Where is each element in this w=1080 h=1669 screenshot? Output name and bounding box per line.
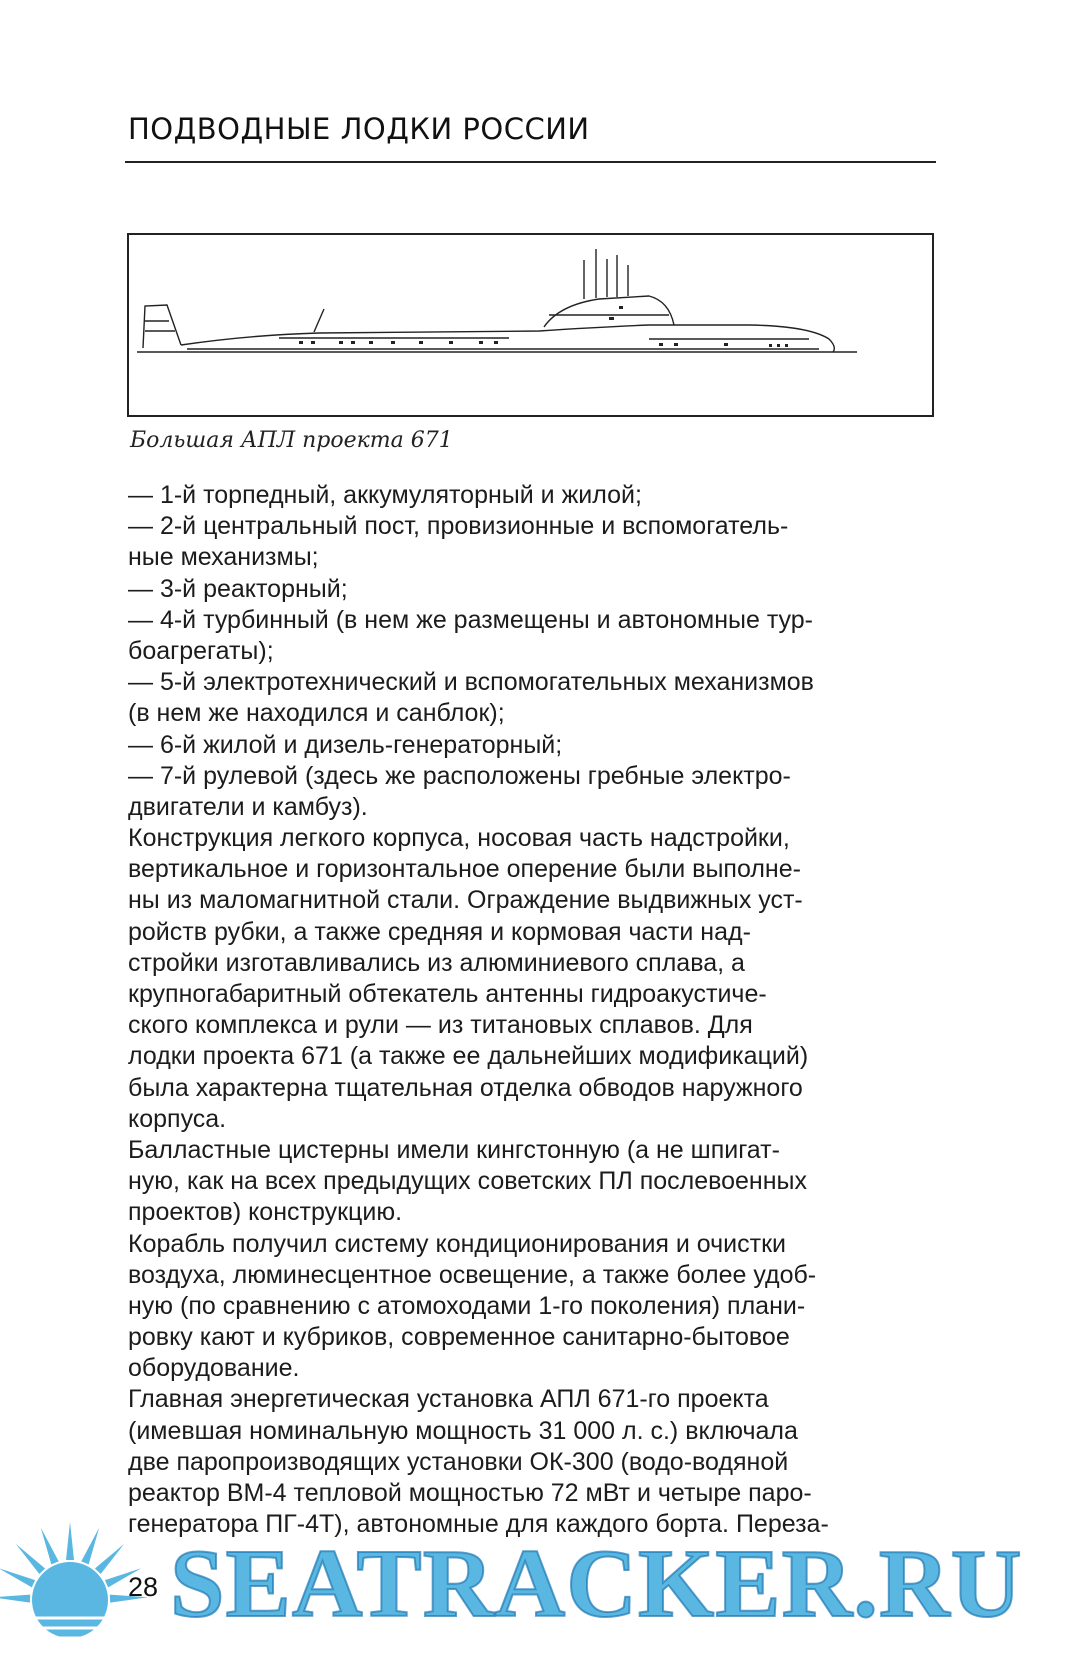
text-line: стройки изготавливались из алюминиевого сплава, а <box>128 948 745 977</box>
text-line: ны из маломагнитной стали. Ограждение выдвижных уст- <box>128 886 803 915</box>
text-line: Корабль получил систему кондиционирования и очистки <box>128 1229 786 1258</box>
text-line: боагрегаты); <box>128 636 274 665</box>
text-line: — 5-й электротехнический и вспомогательных механизмов <box>128 668 814 697</box>
text-line: Балластные цистерны имели кингстонную (а не шпигат- <box>128 1135 780 1164</box>
text-line: ровку кают и кубриков, современное санитарно-бытовое <box>128 1323 790 1352</box>
figure-caption: Большая АПЛ проекта 671 <box>130 428 453 453</box>
text-line: ского комплекса и рули — из титановых сплавов. Для <box>128 1011 753 1040</box>
text-line: ройств рубки, а также средняя и кормовая части над- <box>128 917 751 946</box>
text-line: — 4-й турбинный (в нем же размещены и автономные тур- <box>128 605 813 634</box>
page-header-title: ПОДВОДНЫЕ ЛОДКИ РОССИИ <box>128 112 590 146</box>
watermark-text: SEATRACKER.RU <box>170 1530 1023 1638</box>
text-line: — 6-й жилой и дизель-генераторный; <box>128 730 563 759</box>
submarine-profile-drawing-icon <box>129 235 932 415</box>
text-line: корпуса. <box>128 1104 227 1133</box>
text-line: — 3-й реакторный; <box>128 574 348 603</box>
text-line: — 7-й рулевой (здесь же расположены гребные электро- <box>128 761 791 790</box>
text-line: ную, как на всех предыдущих советских ПЛ послевоенных <box>128 1167 808 1196</box>
text-line: Главная энергетическая установка АПЛ 671-го проекта <box>128 1385 769 1414</box>
page-number: 28 <box>128 1572 159 1602</box>
text-line: (имевшая номинальную мощность 31 000 л. с.) включала <box>128 1416 798 1445</box>
text-line: двигатели и камбуз). <box>128 792 368 821</box>
text-line: (в нем же находился и санблок); <box>128 699 505 728</box>
text-line: — 2-й центральный пост, провизионные и вспомогатель- <box>128 512 789 541</box>
text-line: проектов) конструкцию. <box>128 1198 403 1227</box>
text-line: воздуха, люминесцентное освещение, а также более удоб- <box>128 1260 817 1289</box>
text-line: была характерна тщательная отделка обводов наружного <box>128 1073 803 1102</box>
text-line: — 1-й торпедный, аккумуляторный и жилой; <box>128 481 642 509</box>
header-rule <box>125 161 936 163</box>
text-line: генератора ПГ-4Т), автономные для каждого борта. Переза- <box>128 1510 829 1539</box>
text-line: ные механизмы; <box>128 543 319 572</box>
figure-frame <box>127 233 934 417</box>
text-line: вертикальное и горизонтальное оперение были выполне- <box>128 855 801 884</box>
text-line: ную (по сравнению с атомоходами 1-го поколения) плани- <box>128 1291 806 1320</box>
body-text <box>128 480 938 1540</box>
text-line: две паропроизводящих установки ОК-300 (водо-водяной <box>128 1447 789 1476</box>
text-line: лодки проекта 671 (а также ее дальнейших модификаций) <box>128 1042 809 1071</box>
text-line: оборудование. <box>128 1354 300 1383</box>
text-line: реактор ВМ-4 тепловой мощностью 72 мВт и четыре паро- <box>128 1479 812 1507</box>
text-line: Конструкция легкого корпуса, носовая часть надстройки, <box>128 824 790 853</box>
text-line: крупногабаритный обтекатель антенны гидроакустиче- <box>128 980 767 1008</box>
